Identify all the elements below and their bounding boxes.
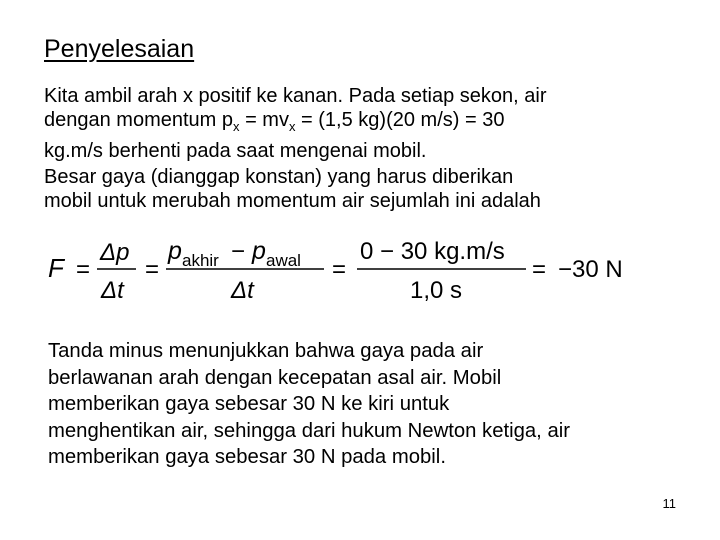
- svg-text:−: −: [231, 238, 246, 265]
- svg-text:p: p: [252, 237, 266, 265]
- eq-lhs: F: [48, 253, 64, 283]
- frac3-numerator: 0 − 30 kg.m/s: [360, 238, 505, 265]
- eq-equals-1: =: [76, 256, 91, 283]
- eq-equals-2: =: [145, 256, 160, 283]
- frac1-numerator: Δp: [100, 239, 130, 266]
- para3-line5: memberikan gaya sebesar 30 N pada mobil.: [48, 446, 446, 468]
- para1-line2: dengan momentum $p_x = mv_x = (1,5$ kg)(20 m/s) = 30: [44, 109, 505, 134]
- paragraph-force: [44, 165, 684, 213]
- eq-equals-4: =: [532, 256, 547, 283]
- para3-line2: berlawanan arah dengan kecepatan asal air. Mobil: [48, 366, 502, 389]
- para2-line1: Besar gaya (dianggap konstan) yang harus diberikan: [44, 166, 514, 188]
- page-number: 11: [662, 496, 676, 511]
- eq-equals-3: =: [332, 256, 347, 283]
- slide-heading: Penyelesaian: [44, 35, 195, 63]
- frac1-denominator: Δt: [101, 277, 124, 304]
- para1-line1: Kita ambil arah x positif ke kanan. Pada setiap sekon, air: [44, 85, 547, 107]
- force-equation: [44, 228, 664, 308]
- paragraph-momentum: [44, 84, 684, 163]
- para3-line3: memberikan gaya sebesar 30 N ke kiri untuk: [48, 393, 450, 415]
- frac2-denominator: Δt: [231, 277, 254, 304]
- svg-text:p: p: [168, 237, 182, 265]
- eq-result: −30 N: [558, 256, 623, 283]
- paragraph-conclusion: [48, 338, 688, 471]
- para3-line1: Tanda minus menunjukkan bahwa gaya pada air: [48, 340, 484, 362]
- frac2-numerator: [167, 237, 301, 270]
- para1-line3: kg.m/s berhenti pada saat mengenai mobil.: [44, 140, 427, 162]
- para2-line2: mobil untuk merubah momentum air sejumlah ini adalah: [44, 190, 541, 212]
- svg-text:akhir: akhir: [182, 251, 219, 270]
- svg-text:awal: awal: [266, 251, 301, 270]
- frac3-denominator: 1,0 s: [410, 277, 463, 304]
- para3-line4: menghentikan air, sehingga dari hukum Newton ketiga, air: [48, 419, 570, 442]
